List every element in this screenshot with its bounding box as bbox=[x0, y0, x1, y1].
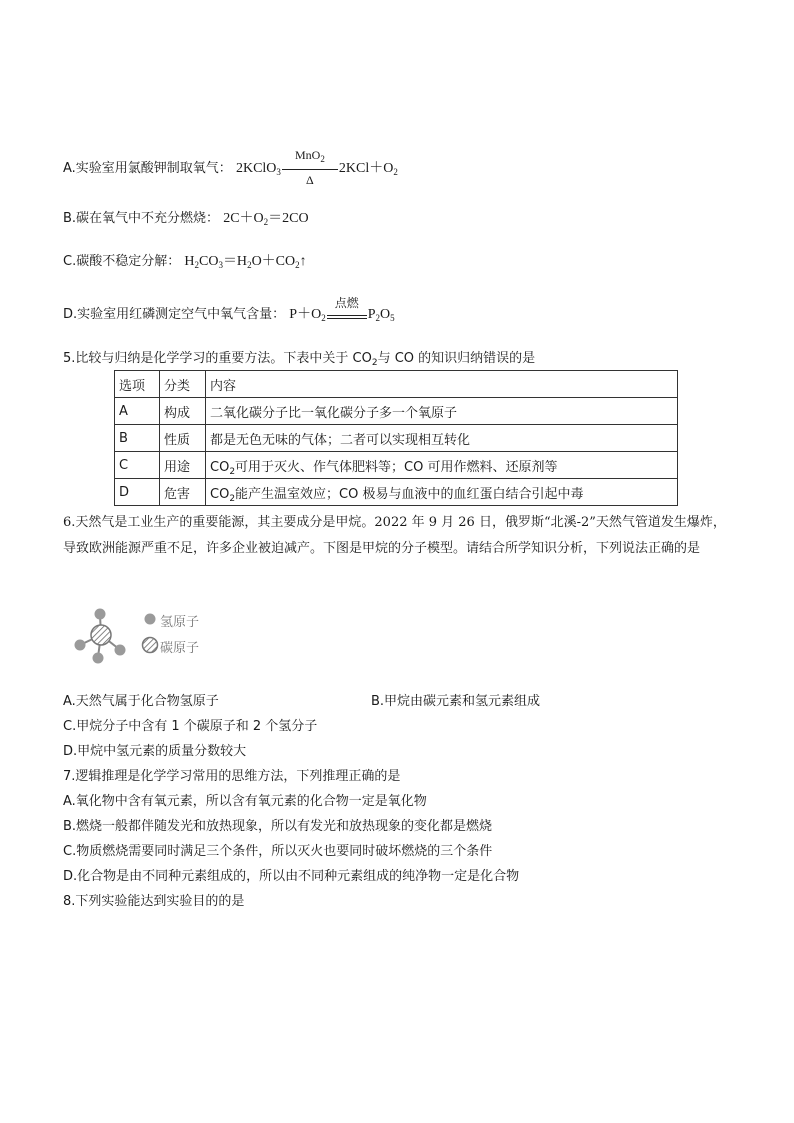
legend-carbon-icon bbox=[143, 638, 158, 653]
table-cell: 危害 bbox=[160, 479, 206, 506]
table-header-cell: 选项 bbox=[115, 371, 160, 398]
legend-hydrogen-label: 氢原子 bbox=[160, 615, 200, 630]
table-cell: 用途 bbox=[160, 452, 206, 479]
gas-arrow-icon: ↑ bbox=[299, 254, 307, 269]
legend-hydrogen-icon bbox=[145, 614, 156, 625]
table-cell: A bbox=[115, 398, 160, 425]
q6-stem: 6.天然气是工业生产的重要能源，其主要成分是甲烷。2022 年 9 月 26 日，俄罗斯“北溪-2”天然气管道发生爆炸，导致欧洲能源严重不足，许多企业被迫减产。下图是甲烷的分子模型。请结合所学知识分析，下列说法正确的是 bbox=[63, 515, 726, 556]
q4-option-a bbox=[63, 148, 398, 187]
q4-c-equation: $H_2CO_3=H_2O+CO_2↑$ bbox=[184, 254, 307, 270]
q6-option-a: A.天然气属于化合物氢原子 bbox=[63, 694, 219, 709]
q4-d-equation: $P+O_2$ 点燃 $P_2O_5$ bbox=[289, 296, 395, 324]
table-cell: 构成 bbox=[160, 398, 206, 425]
q4-c-label: C.碳酸不稳定分解： bbox=[63, 254, 181, 269]
reaction-condition-arrow: 点燃 bbox=[327, 306, 367, 324]
table-row bbox=[115, 398, 678, 425]
q4-option-c bbox=[63, 253, 307, 271]
q4-option-d bbox=[63, 296, 395, 324]
carbon-atom bbox=[91, 625, 111, 645]
table-cell: C bbox=[115, 452, 160, 479]
table-header-row bbox=[115, 371, 678, 398]
table-header-cell: 分类 bbox=[160, 371, 206, 398]
q4-option-b bbox=[63, 210, 309, 228]
q6-option-b: B.甲烷由碳元素和氢元素组成 bbox=[371, 694, 541, 709]
q4-a-label: A.实验室用氯酸钾制取氧气： bbox=[63, 161, 232, 177]
q4-b-equation: $2C+O_2=2CO$ bbox=[223, 211, 309, 227]
q7-option-c: C.物质燃烧需要同时满足三个条件，所以灭火也要同时破坏燃烧的三个条件 bbox=[63, 844, 493, 859]
legend-carbon-label: 碳原子 bbox=[160, 641, 200, 656]
table-cell: D bbox=[115, 479, 160, 506]
q7-stem: 7.逻辑推理是化学学习常用的思维方法，下列推理正确的是 bbox=[63, 769, 401, 784]
q5-stem: 5.比较与归纳是化学学习的重要方法。下表中关于 $CO_2$与 CO 的知识归纳错误的是 bbox=[63, 351, 536, 368]
table-cell: 都是无色无味的气体；二者可以实现相互转化 bbox=[206, 425, 678, 452]
table-row bbox=[115, 425, 678, 452]
q4-d-label: D.实验室用红磷测定空气中氧气含量： bbox=[63, 307, 286, 323]
hydrogen-atom bbox=[93, 653, 104, 664]
q8-stem: 8.下列实验能达到实验目的的是 bbox=[63, 894, 245, 909]
q4-b-label: B.碳在氧气中不充分燃烧： bbox=[63, 211, 220, 226]
q6-option-c: C.甲烷分子中含有 1 个碳原子和 2 个氢分子 bbox=[63, 719, 318, 734]
hydrogen-atom bbox=[95, 609, 106, 620]
table-cell: 性质 bbox=[160, 425, 206, 452]
q7-option-b: B.燃烧一般都伴随发光和放热现象，所以有发光和放热现象的变化都是燃烧 bbox=[63, 819, 493, 834]
table-cell: $CO_2$能产生温室效应；CO 极易与血液中的血红蛋白结合引起中毒 bbox=[206, 479, 678, 506]
table-cell: B bbox=[115, 425, 160, 452]
table-header-cell: 内容 bbox=[206, 371, 678, 398]
hydrogen-atom bbox=[75, 640, 86, 651]
table-cell: $CO_2$可用于灭火、作气体肥料等；CO 可用作燃料、还原剂等 bbox=[206, 452, 678, 479]
q4-a-equation: 2KClO$_3$ $\frac{MnO_2}{\Delta}$ $2KCl+O_2$ bbox=[235, 148, 398, 187]
q7-option-a: A.氧化物中含有氧元素，所以含有氧元素的化合物一定是氧化物 bbox=[63, 794, 427, 809]
table-row bbox=[115, 479, 678, 506]
q7-option-d: D.化合物是由不同种元素组成的，所以由不同种元素组成的纯净物一定是化合物 bbox=[63, 869, 520, 884]
reaction-condition-arrow: $\frac{MnO_2}{\Delta}$ bbox=[282, 160, 338, 178]
q6-option-d: D.甲烷中氢元素的质量分数较大 bbox=[63, 744, 247, 759]
table-row bbox=[115, 452, 678, 479]
hydrogen-atom bbox=[115, 645, 126, 656]
knowledge-table bbox=[114, 370, 678, 506]
table-cell: 二氧化碳分子比一氧化碳分子多一个氧原子 bbox=[206, 398, 678, 425]
